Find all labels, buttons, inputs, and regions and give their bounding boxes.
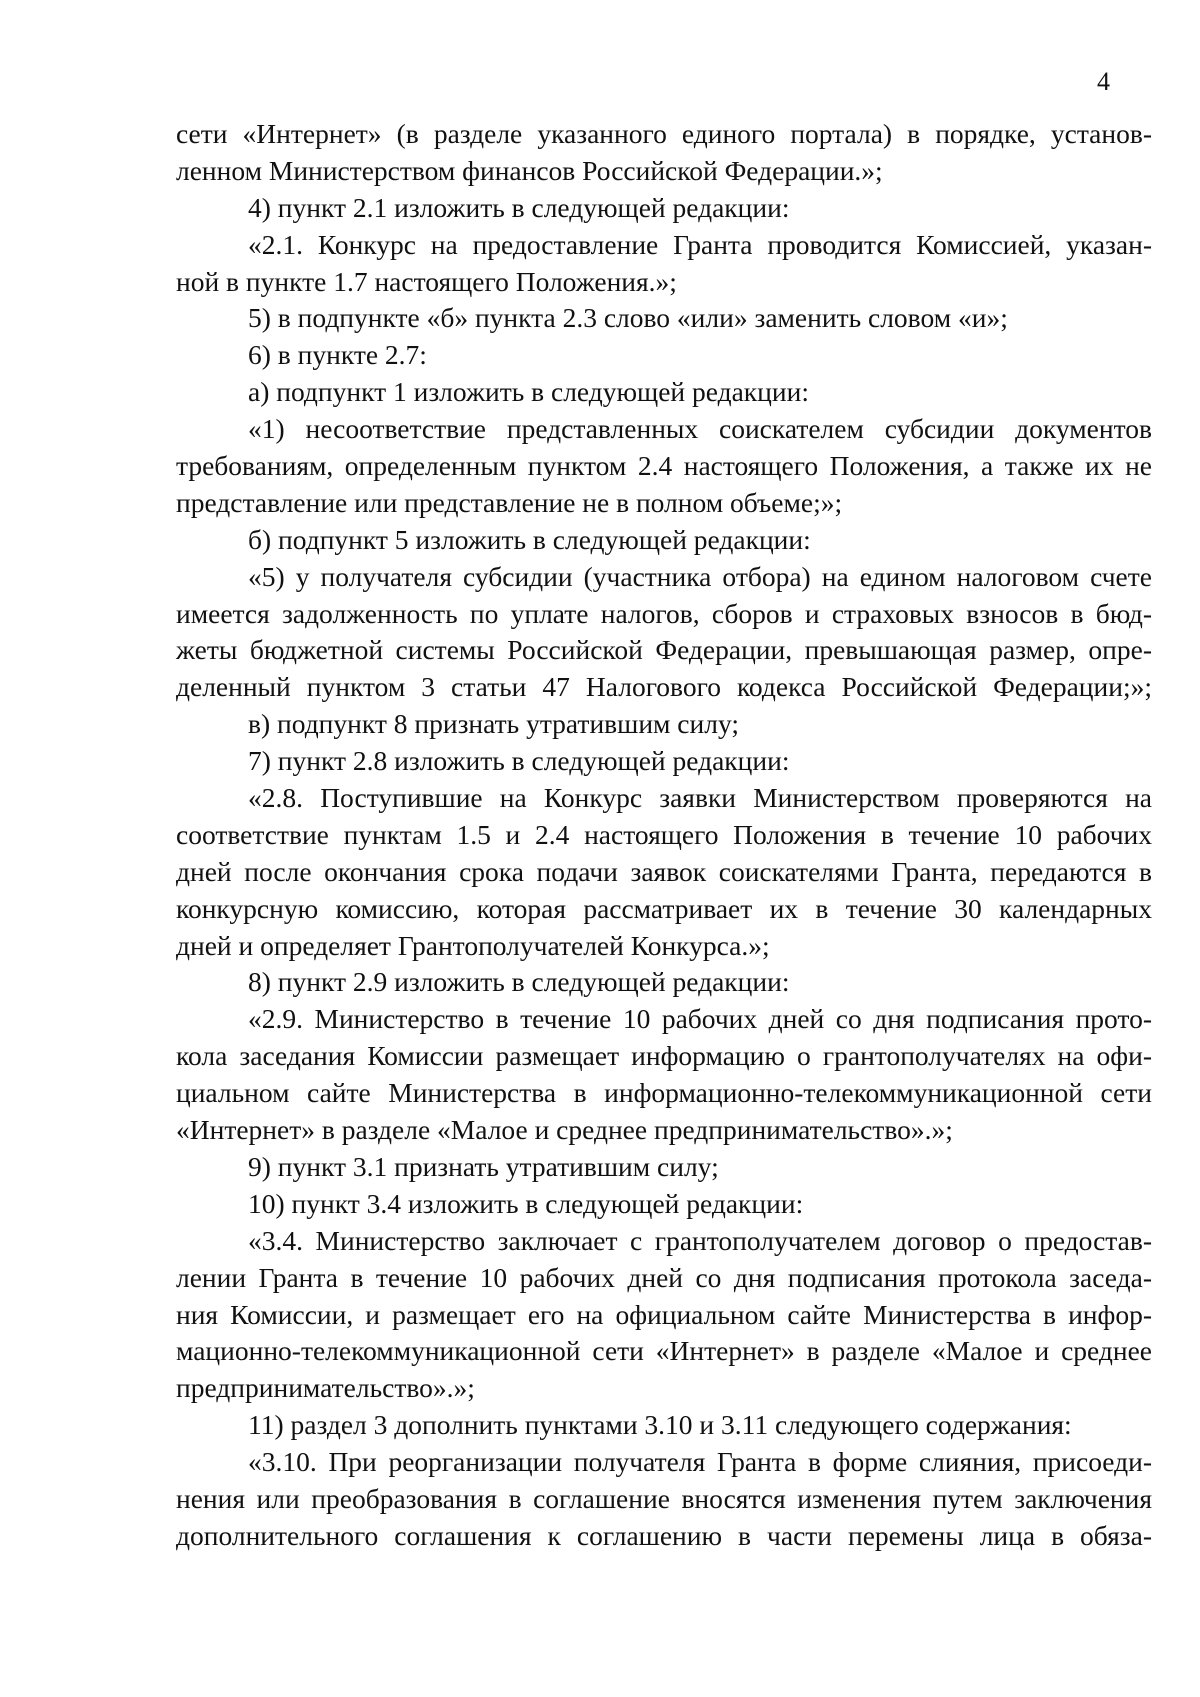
text-line: дней и определяет Грантополучателей Конкурса.»; — [176, 929, 770, 961]
text-line: 7) пункт 2.8 изложить в следующей редакции: — [248, 745, 790, 777]
text-line: кола заседания Комиссии размещает информацию о грантополучателях на офи- — [176, 1040, 1152, 1072]
document-body — [176, 116, 1152, 1555]
text-line: 5) в подпункте «б» пункта 2.3 слово «или» заменить словом «и»; — [248, 302, 1008, 334]
text-line: 6) в пункте 2.7: — [248, 339, 427, 371]
text-line: дополнительного соглашения к соглашению в части перемены лица в обяза- — [176, 1519, 1152, 1551]
text-line: «3.4. Министерство заключает с грантополучателем договор о предостав- — [248, 1224, 1152, 1256]
text-line: сети «Интернет» (в разделе указанного единого портала) в порядке, установ- — [176, 118, 1152, 149]
text-line: имеется задолженность по уплате налогов, сборов и страховых взносов в бюд- — [176, 597, 1152, 629]
text-line: ленном Министерством финансов Российской Федерации.»; — [176, 154, 883, 186]
text-line: «1) несоответствие представленных соискателем субсидии документов — [248, 413, 1152, 445]
text-line: дней после окончания срока подачи заявок соискателями Гранта, передаются в — [176, 855, 1152, 887]
text-line: «2.9. Министерство в течение 10 рабочих дней со дня подписания прото- — [248, 1003, 1152, 1035]
text-line: мационно-телекоммуникационной сети «Интернет» в разделе «Малое и среднее — [176, 1335, 1152, 1367]
text-line: 9) пункт 3.1 признать утратившим силу; — [248, 1150, 719, 1182]
text-line: «Интернет» в разделе «Малое и среднее предпринимательство».»; — [176, 1114, 953, 1146]
text-line: лении Гранта в течение 10 рабочих дней со дня подписания протокола заседа- — [176, 1261, 1152, 1293]
text-line: 11) раздел 3 дополнить пунктами 3.10 и 3.11 следующего содержания: — [248, 1409, 1072, 1441]
page-number: 4 — [1097, 67, 1110, 96]
text-line: предпринимательство».»; — [176, 1372, 475, 1404]
text-line: в) подпункт 8 признать утратившим силу; — [248, 708, 739, 740]
text-line: ной в пункте 1.7 настоящего Положения.»; — [176, 265, 677, 297]
text-line: «3.10. При реорганизации получателя Гранта в форме слияния, присоеди- — [248, 1446, 1152, 1478]
text-line: жеты бюджетной системы Российской Федерации, превышающая размер, опре- — [176, 634, 1152, 666]
text-line: «2.1. Конкурс на предоставление Гранта проводится Комиссией, указан- — [248, 228, 1152, 260]
text-line: соответствие пунктам 1.5 и 2.4 настоящего Положения в течение 10 рабочих — [176, 818, 1152, 850]
text-line: представление или представление не в полном объеме;»; — [176, 486, 843, 518]
text-line: «5) у получателя субсидии (участника отбора) на едином налоговом счете — [248, 560, 1152, 592]
text-line: б) подпункт 5 изложить в следующей редакции: — [248, 523, 811, 555]
text-line: конкурсную комиссию, которая рассматривает их в течение 30 календарных — [176, 892, 1152, 924]
text-line: 10) пункт 3.4 изложить в следующей редакции: — [248, 1187, 804, 1219]
text-line: требованиям, определенным пунктом 2.4 настоящего Положения, а также их не — [176, 450, 1152, 482]
text-line: нения или преобразования в соглашение вносятся изменения путем заключения — [176, 1482, 1152, 1514]
text-line: деленный пунктом 3 статьи 47 Налогового кодекса Российской Федерации;»; — [176, 671, 1152, 703]
text-line: 4) пункт 2.1 изложить в следующей редакции: — [248, 191, 790, 223]
text-line: ния Комиссии, и размещает его на официальном сайте Министерства в инфор- — [176, 1298, 1152, 1330]
text-line: «2.8. Поступившие на Конкурс заявки Министерством проверяются на — [248, 782, 1152, 814]
text-line: а) подпункт 1 изложить в следующей редакции: — [248, 376, 809, 408]
text-line: циальном сайте Министерства в информационно-телекоммуникационной сети — [176, 1077, 1152, 1109]
text-line: 8) пункт 2.9 изложить в следующей редакции: — [248, 966, 790, 998]
